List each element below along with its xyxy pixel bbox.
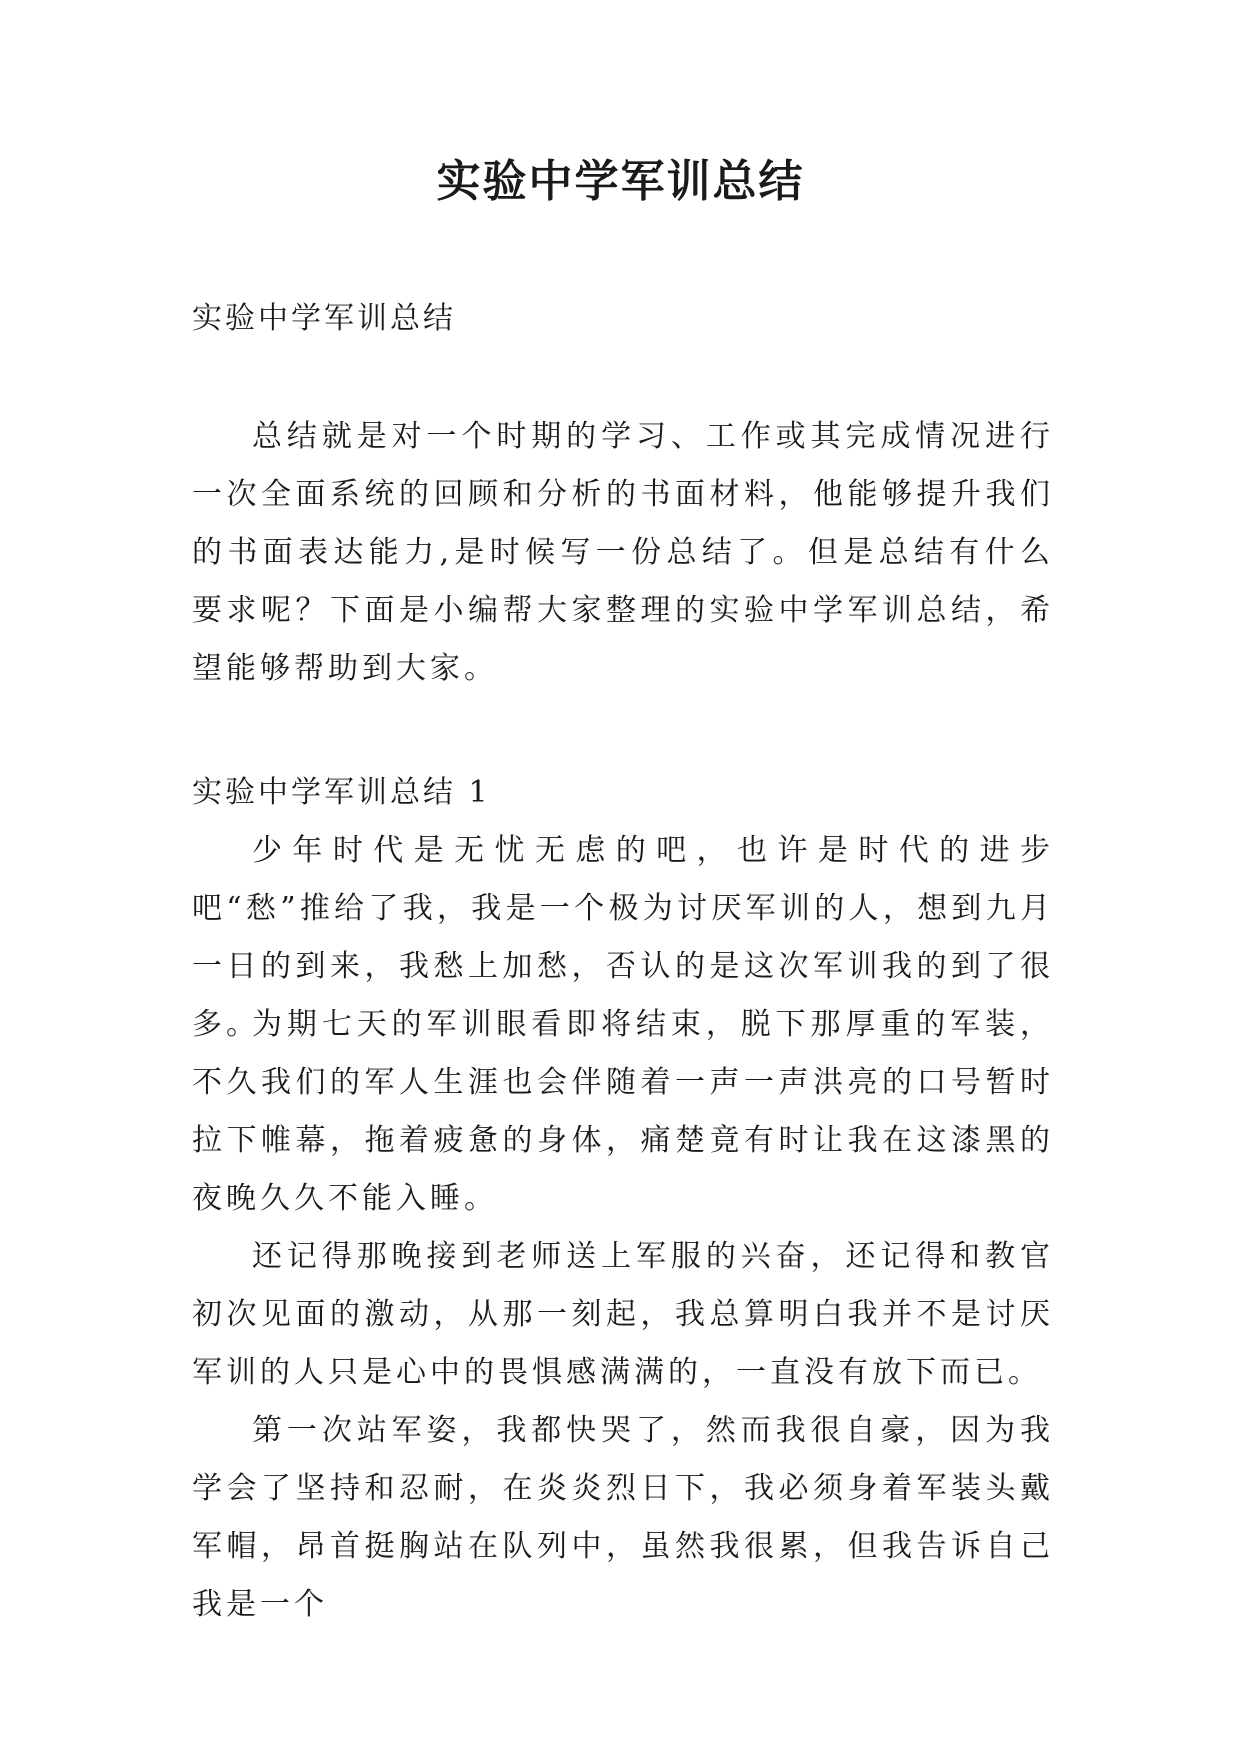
section-heading: 实验中学军训总结 1 xyxy=(192,775,491,810)
document-title: 实验中学军训总结 xyxy=(436,156,805,207)
body-paragraph-2: 为期七天的军训眼看即将结束，脱下那厚重的军装，不久我们的军人生涯也会伴随着一声一声洪亮的口号暂时拉下帷幕，拖着疲惫的身体，痛楚竟有时让我在这漆黑的夜晚久久不能入睡。 xyxy=(192,1007,1054,1216)
body-paragraph-3: 还记得那晚接到老师送上军服的兴奋，还记得和教官初次见面的激动，从那一刻起，我总算明白我并不是讨厌军训的人只是心中的畏惧感满满的，一直没有放下而已。 xyxy=(192,1239,1054,1390)
document-subtitle: 实验中学军训总结 xyxy=(192,301,456,336)
body-paragraph-1: 少年时代是无忧无虑的吧，也许是时代的进步吧“愁”推给了我，我是一个极为讨厌军训的人，想到九月一日的到来，我愁上加愁，否认的是这次军训我的到了很多。 xyxy=(192,833,1054,1042)
intro-paragraph: 总结就是对一个时期的学习、工作或其完成情况进行一次全面系统的回顾和分析的书面材料，他能够提升我们的书面表达能力,是时候写一份总结了。但是总结有什么要求呢？下面是小编帮大家整理的实验中学军训总结，希望能够帮助到大家。 xyxy=(192,419,1054,686)
body-paragraph-4: 第一次站军姿，我都快哭了，然而我很自豪，因为我学会了坚持和忍耐，在炎炎烈日下，我必须身着军装头戴军帽，昂首挺胸站在队列中，虽然我很累，但我告诉自己我是一个 xyxy=(192,1413,1054,1622)
